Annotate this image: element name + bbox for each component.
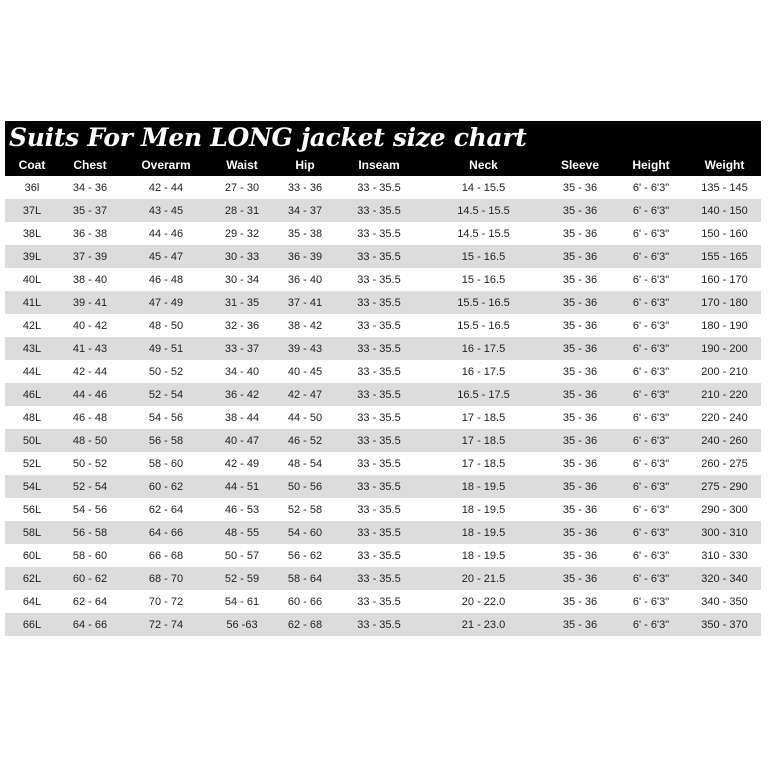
table-row (5, 521, 761, 544)
header-waist: Waist (226, 157, 258, 172)
table-row (5, 268, 761, 291)
table-cell: 37L (22, 204, 42, 217)
table-cell: 33 - 35.5 (357, 342, 401, 355)
table-cell: 52 - 54 (72, 480, 108, 493)
table-row (5, 590, 761, 613)
table-cell: 220 - 240 (701, 411, 748, 424)
table-cell: 44 - 46 (148, 227, 184, 240)
table-cell: 56 -63 (226, 618, 258, 631)
table-cell: 170 - 180 (701, 296, 748, 309)
table-cell: 16.5 - 17.5 (457, 388, 510, 401)
table-row (5, 498, 761, 521)
table-cell: 35 - 36 (562, 388, 598, 401)
header-neck: Neck (469, 157, 498, 172)
table-row (5, 452, 761, 475)
table-cell: 44L (22, 365, 42, 378)
table-cell: 6' - 6'3" (632, 595, 670, 608)
table-row (5, 314, 761, 337)
table-cell: 15.5 - 16.5 (457, 296, 510, 309)
table-cell: 56 - 62 (287, 549, 323, 562)
table-cell: 15.5 - 16.5 (457, 319, 510, 332)
table-cell: 210 - 220 (701, 388, 748, 401)
table-cell: 38 - 42 (287, 319, 323, 332)
table-row (5, 360, 761, 383)
table-cell: 48 - 50 (148, 319, 184, 332)
table-cell: 37 - 41 (287, 296, 323, 309)
table-cell: 60 - 62 (72, 572, 108, 585)
table-row (5, 245, 761, 268)
table-cell: 200 - 210 (701, 365, 748, 378)
table-cell: 72 - 74 (148, 618, 184, 631)
table-cell: 6' - 6'3" (632, 457, 670, 470)
table-cell: 33 - 35.5 (357, 181, 401, 194)
table-row (5, 337, 761, 360)
table-cell: 18 - 19.5 (461, 503, 506, 516)
table-cell: 17 - 18.5 (461, 411, 506, 424)
table-cell: 34 - 36 (72, 181, 108, 194)
table-cell: 50 - 52 (72, 457, 108, 470)
table-cell: 38 - 40 (72, 273, 108, 286)
table-cell: 36 - 42 (224, 388, 260, 401)
table-cell: 56L (22, 503, 42, 516)
table-cell: 35 - 36 (562, 457, 598, 470)
table-cell: 30 - 33 (224, 250, 260, 263)
table-cell: 36 - 40 (287, 273, 323, 286)
table-cell: 32 - 36 (224, 319, 260, 332)
table-cell: 54 - 56 (72, 503, 108, 516)
table-cell: 6' - 6'3" (632, 365, 670, 378)
table-cell: 60 - 62 (148, 480, 184, 493)
table-cell: 33 - 35.5 (357, 618, 401, 631)
table-cell: 6' - 6'3" (632, 342, 670, 355)
table-cell: 35 - 36 (562, 618, 598, 631)
table-cell: 35 - 38 (287, 227, 323, 240)
table-cell: 14.5 - 15.5 (457, 227, 510, 240)
table-cell: 68 - 70 (148, 572, 184, 585)
table-cell: 6' - 6'3" (632, 250, 670, 263)
table-cell: 56 - 58 (72, 526, 108, 539)
table-cell: 35 - 36 (562, 572, 598, 585)
table-cell: 48 - 54 (287, 457, 323, 470)
table-cell: 17 - 18.5 (461, 434, 506, 447)
table-cell: 27 - 30 (224, 181, 260, 194)
table-cell: 33 - 35.5 (357, 273, 401, 286)
table-cell: 6' - 6'3" (632, 388, 670, 401)
table-cell: 36l (24, 181, 40, 194)
table-cell: 46 - 48 (72, 411, 108, 424)
table-cell: 300 - 310 (701, 526, 748, 539)
table-cell: 6' - 6'3" (632, 618, 670, 631)
table-row (5, 429, 761, 452)
table-cell: 6' - 6'3" (632, 296, 670, 309)
table-cell: 33 - 35.5 (357, 457, 401, 470)
table-cell: 37 - 39 (72, 250, 108, 263)
table-cell: 44 - 46 (72, 388, 108, 401)
table-cell: 35 - 36 (562, 411, 598, 424)
table-cell: 58 - 60 (72, 549, 108, 562)
table-cell: 33 - 35.5 (357, 411, 401, 424)
header-overarm: Overarm (141, 157, 191, 172)
table-body (5, 176, 761, 636)
table-cell: 33 - 35.5 (357, 296, 401, 309)
table-row (5, 475, 761, 498)
table-cell: 66 - 68 (148, 549, 184, 562)
table-cell: 42 - 44 (148, 181, 184, 194)
table-cell: 42L (22, 319, 42, 332)
table-cell: 6' - 6'3" (632, 503, 670, 516)
table-cell: 44 - 50 (287, 411, 323, 424)
table-cell: 54L (22, 480, 42, 493)
table-cell: 70 - 72 (148, 595, 184, 608)
table-cell: 34 - 40 (224, 365, 260, 378)
table-cell: 35 - 36 (562, 296, 598, 309)
table-row (5, 222, 761, 245)
table-cell: 35 - 36 (562, 526, 598, 539)
table-cell: 35 - 36 (562, 250, 598, 263)
table-cell: 290 - 300 (701, 503, 748, 516)
table-cell: 62 - 64 (72, 595, 108, 608)
table-cell: 6' - 6'3" (632, 549, 670, 562)
table-cell: 40 - 42 (72, 319, 108, 332)
table-cell: 40L (22, 273, 42, 286)
size-chart (5, 121, 761, 636)
table-cell: 52 - 58 (287, 503, 323, 516)
table-cell: 52 - 54 (148, 388, 184, 401)
table-cell: 33 - 35.5 (357, 319, 401, 332)
table-cell: 33 - 35.5 (357, 480, 401, 493)
table-cell: 6' - 6'3" (632, 411, 670, 424)
table-cell: 60L (22, 549, 42, 562)
table-cell: 40 - 47 (224, 434, 260, 447)
table-cell: 46L (22, 388, 42, 401)
table-cell: 33 - 35.5 (357, 365, 401, 378)
table-cell: 62 - 64 (148, 503, 184, 516)
table-cell: 36 - 39 (287, 250, 323, 263)
table-cell: 42 - 47 (287, 388, 323, 401)
header-chest: Chest (73, 157, 107, 172)
table-cell: 33 - 35.5 (357, 572, 401, 585)
table-cell: 39L (22, 250, 42, 263)
table-row (5, 613, 761, 636)
table-cell: 350 - 370 (701, 618, 748, 631)
table-cell: 52 - 59 (224, 572, 260, 585)
table-cell: 38 - 44 (224, 411, 260, 424)
table-cell: 21 - 23.0 (461, 618, 506, 631)
table-cell: 41L (22, 296, 42, 309)
table-cell: 64L (22, 595, 42, 608)
table-cell: 14 - 15.5 (461, 181, 506, 194)
table-cell: 54 - 56 (148, 411, 184, 424)
table-cell: 35 - 36 (562, 227, 598, 240)
table-cell: 42 - 44 (72, 365, 108, 378)
table-cell: 135 - 145 (701, 181, 748, 194)
table-cell: 40 - 45 (287, 365, 323, 378)
table-cell: 33 - 35.5 (357, 227, 401, 240)
table-cell: 47 - 49 (148, 296, 184, 309)
table-row (5, 406, 761, 429)
table-cell: 6' - 6'3" (632, 273, 670, 286)
table-cell: 160 - 170 (701, 273, 748, 286)
table-cell: 15 - 16.5 (461, 250, 506, 263)
table-row (5, 199, 761, 222)
header-row (5, 153, 761, 176)
header-weight: Weight (704, 157, 745, 172)
table-cell: 35 - 36 (562, 503, 598, 516)
table-cell: 140 - 150 (701, 204, 748, 217)
table-row (5, 383, 761, 406)
table-cell: 64 - 66 (72, 618, 108, 631)
table-cell: 20 - 21.5 (461, 572, 506, 585)
table-cell: 33 - 36 (287, 181, 323, 194)
table-cell: 33 - 35.5 (357, 503, 401, 516)
table-cell: 35 - 36 (562, 365, 598, 378)
table-cell: 155 - 165 (701, 250, 748, 263)
table-cell: 46 - 52 (287, 434, 323, 447)
table-cell: 150 - 160 (701, 227, 748, 240)
table-cell: 45 - 47 (148, 250, 184, 263)
table-cell: 33 - 35.5 (357, 595, 401, 608)
table-cell: 240 - 260 (701, 434, 748, 447)
table-cell: 50 - 52 (148, 365, 184, 378)
table-cell: 17 - 18.5 (461, 457, 506, 470)
header-coat: Coat (18, 157, 46, 172)
table-cell: 35 - 36 (562, 434, 598, 447)
table-cell: 48 - 50 (72, 434, 108, 447)
table-cell: 35 - 36 (562, 273, 598, 286)
table-cell: 35 - 36 (562, 480, 598, 493)
table-cell: 54 - 60 (287, 526, 323, 539)
header-hip: Hip (295, 157, 315, 172)
table-cell: 16 - 17.5 (461, 342, 506, 355)
table-cell: 35 - 36 (562, 181, 598, 194)
table-cell: 39 - 41 (72, 296, 108, 309)
table-cell: 34 - 37 (287, 204, 323, 217)
table-cell: 58L (22, 526, 42, 539)
table-cell: 18 - 19.5 (461, 549, 506, 562)
table-cell: 35 - 36 (562, 204, 598, 217)
table-cell: 41 - 43 (72, 342, 108, 355)
table-cell: 275 - 290 (701, 480, 748, 493)
table-cell: 31 - 35 (224, 296, 260, 309)
table-cell: 48L (22, 411, 42, 424)
table-cell: 50 - 57 (224, 549, 260, 562)
table-cell: 35 - 36 (562, 595, 598, 608)
table-cell: 33 - 35.5 (357, 526, 401, 539)
table-cell: 16 - 17.5 (461, 365, 506, 378)
table-cell: 15 - 16.5 (461, 273, 506, 286)
table-cell: 20 - 22.0 (461, 595, 506, 608)
table-cell: 33 - 35.5 (357, 388, 401, 401)
table-cell: 35 - 36 (562, 319, 598, 332)
table-cell: 50L (22, 434, 42, 447)
table-cell: 18 - 19.5 (461, 480, 506, 493)
table-cell: 33 - 35.5 (357, 250, 401, 263)
table-cell: 14.5 - 15.5 (457, 204, 510, 217)
header-inseam: Inseam (358, 157, 400, 172)
header-height: Height (632, 157, 670, 172)
table-cell: 35 - 36 (562, 549, 598, 562)
table-cell: 340 - 350 (701, 595, 748, 608)
table-cell: 39 - 43 (287, 342, 323, 355)
table-row (5, 544, 761, 567)
table-cell: 64 - 66 (148, 526, 184, 539)
table-cell: 35 - 37 (72, 204, 108, 217)
table-cell: 6' - 6'3" (632, 526, 670, 539)
table-cell: 38L (22, 227, 42, 240)
table-cell: 6' - 6'3" (632, 480, 670, 493)
table-cell: 36 - 38 (72, 227, 108, 240)
table-cell: 260 - 275 (701, 457, 748, 470)
table-cell: 33 - 35.5 (357, 549, 401, 562)
table-cell: 49 - 51 (148, 342, 184, 355)
table-cell: 33 - 37 (224, 342, 260, 355)
table-cell: 180 - 190 (701, 319, 748, 332)
table-cell: 50 - 56 (287, 480, 323, 493)
table-cell: 52L (22, 457, 42, 470)
table-cell: 66L (22, 618, 42, 631)
header-sleeve: Sleeve (560, 157, 600, 172)
table-cell: 58 - 64 (287, 572, 323, 585)
table-cell: 6' - 6'3" (632, 227, 670, 240)
table-cell: 190 - 200 (701, 342, 748, 355)
table-cell: 30 - 34 (224, 273, 260, 286)
table-cell: 58 - 60 (148, 457, 184, 470)
table-cell: 28 - 31 (224, 204, 260, 217)
table-cell: 43 - 45 (148, 204, 184, 217)
table-cell: 54 - 61 (224, 595, 260, 608)
table-cell: 42 - 49 (224, 457, 260, 470)
table-cell: 48 - 55 (224, 526, 260, 539)
table-cell: 35 - 36 (562, 342, 598, 355)
table-cell: 6' - 6'3" (632, 434, 670, 447)
table-cell: 18 - 19.5 (461, 526, 506, 539)
chart-title: Suits For Men LONG jacket size chart (5, 121, 761, 153)
table-cell: 62L (22, 572, 42, 585)
table-row (5, 291, 761, 314)
table-cell: 6' - 6'3" (632, 319, 670, 332)
table-cell: 43L (22, 342, 42, 355)
table-cell: 44 - 51 (224, 480, 260, 493)
table-cell: 56 - 58 (148, 434, 184, 447)
table-cell: 33 - 35.5 (357, 434, 401, 447)
table-cell: 46 - 53 (224, 503, 260, 516)
table-cell: 29 - 32 (224, 227, 260, 240)
table-row (5, 176, 761, 199)
table-cell: 310 - 330 (701, 549, 748, 562)
table-cell: 320 - 340 (701, 572, 748, 585)
table-cell: 60 - 66 (287, 595, 323, 608)
table-cell: 6' - 6'3" (632, 181, 670, 194)
table-cell: 33 - 35.5 (357, 204, 401, 217)
table-cell: 6' - 6'3" (632, 204, 670, 217)
table-cell: 6' - 6'3" (632, 572, 670, 585)
table-cell: 46 - 48 (148, 273, 184, 286)
table-row (5, 567, 761, 590)
table-cell: 62 - 68 (287, 618, 323, 631)
